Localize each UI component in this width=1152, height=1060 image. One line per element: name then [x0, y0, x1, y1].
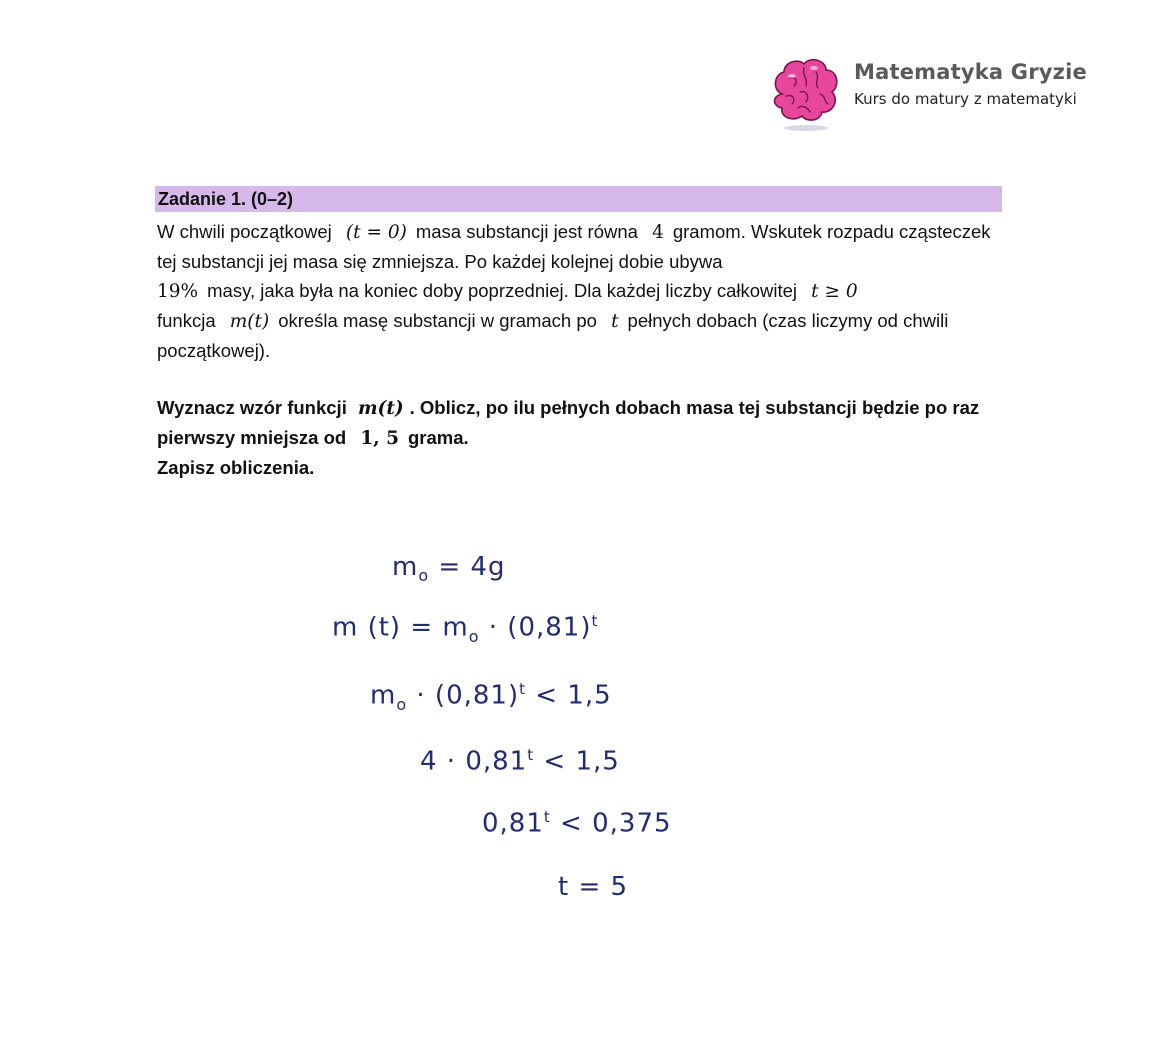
solution-line-3	[370, 680, 612, 714]
hw-text: m	[392, 552, 419, 582]
brand-header	[770, 52, 1110, 132]
math-t-geq-0: t ≥ 0	[811, 281, 858, 302]
brand-name: Matematyka Gryzie	[854, 60, 1087, 84]
hw-text: < 1,5	[534, 746, 620, 777]
hw-superscript: t	[527, 746, 535, 764]
hw-text: < 0,375	[550, 808, 672, 839]
hw-subscript: o	[396, 694, 408, 714]
hw-text: · (0,81)	[407, 680, 520, 711]
hw-superscript: t	[591, 612, 599, 630]
hw-text: < 1,5	[526, 680, 612, 711]
handwritten-solution	[320, 540, 740, 920]
solution-line-2	[332, 612, 598, 646]
hw-superscript: t	[543, 808, 551, 826]
hw-text: · (0,81)	[479, 612, 592, 643]
hw-text: m (t) = m	[332, 612, 469, 643]
hw-text: 0,81	[482, 808, 544, 839]
task-body	[157, 217, 1007, 482]
task-header-bar	[155, 186, 1002, 212]
hw-subscript: o	[418, 566, 430, 586]
math-4: 4	[652, 222, 664, 243]
math-19-percent: 19%	[157, 281, 199, 302]
question-text: . Oblicz, po ilu pełnych dobach masa tej substancji będzie po raz pierwszy mniejsza od	[157, 397, 980, 448]
statement-text: określa masę substancji w gramach po	[278, 310, 597, 331]
math-t-equals-0: (t = 0)	[345, 222, 407, 243]
math-t: t	[611, 311, 619, 332]
math-m-of-t: m(t)	[229, 311, 270, 332]
math-m-of-t-bold: m(t)	[357, 398, 404, 419]
solution-line-1	[392, 552, 506, 585]
hw-text: = 4g	[429, 552, 506, 582]
question-text: Wyznacz wzór funkcji	[157, 397, 347, 418]
brand-tagline: Kurs do matury z matematyki	[854, 90, 1077, 108]
statement-text: funkcja	[157, 310, 216, 331]
question-instruction: Zapisz obliczenia.	[157, 457, 315, 478]
statement-text: masa substancji jest równa	[415, 221, 638, 242]
task-statement	[157, 217, 1007, 365]
statement-text: W chwili początkowej	[157, 221, 332, 242]
question-text: grama.	[407, 427, 469, 448]
statement-text: masy, jaka była na koniec doby poprzedniej. Dla każdej liczby całkowitej	[207, 280, 798, 301]
statement-text: pełnych dobach (czas liczymy od chwili początkowej).	[157, 310, 949, 361]
hw-subscript: o	[468, 626, 480, 646]
hw-superscript: t	[519, 680, 526, 698]
statement-text: gramom. Wskutek rozpadu cząsteczek tej substancji jej masa się zmniejsza. Po każdej kolejnej dobie ubywa	[157, 221, 991, 272]
hw-text: m	[370, 680, 397, 711]
task-title: Zadanie 1. (0–2)	[158, 189, 294, 209]
brain-icon	[770, 56, 842, 132]
task-question	[157, 393, 1007, 482]
solution-line-5	[482, 808, 672, 839]
solution-line-6	[558, 872, 628, 902]
math-1-5: 1, 5	[360, 428, 399, 449]
hw-text: 4 · 0,81	[420, 746, 528, 777]
hw-result: t = 5	[558, 872, 629, 902]
solution-line-4	[420, 746, 620, 777]
